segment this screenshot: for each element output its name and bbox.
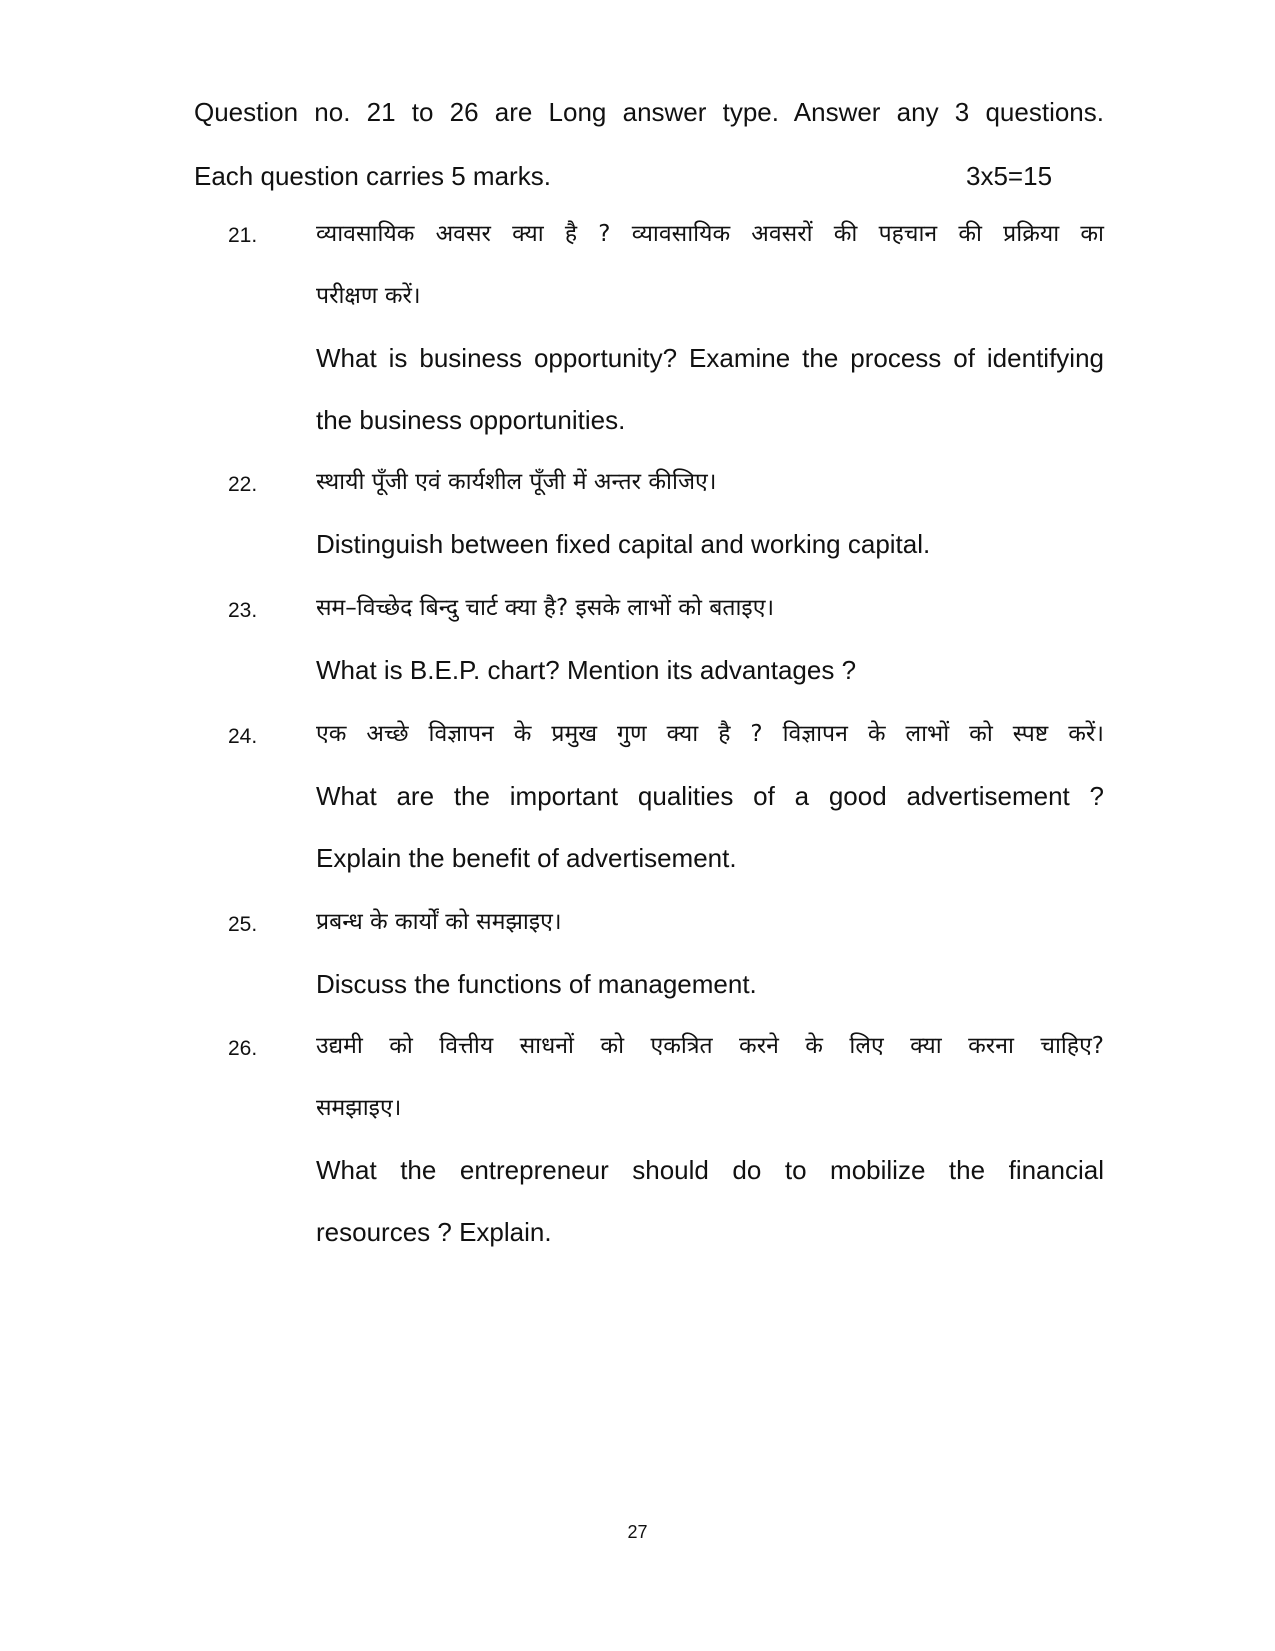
question-number: 23.: [228, 599, 258, 622]
question-hindi-text: एक अच्छे विज्ञापन के प्रमुख गुण क्या है ? विज्ञापन के लाभों को स्पष्ट करें।: [316, 721, 1104, 747]
question-hindi-text: परीक्षण करें।: [316, 283, 421, 309]
question-hindi-text: व्यावसायिक अवसर क्या है ? व्यावसायिक अवसरों की पहचान की प्रक्रिया का: [316, 221, 1104, 247]
instructions-line-1: Question no. 21 to 26 are Long answer type. Answer any 3 questions.: [194, 97, 1104, 127]
question-hindi-text: प्रबन्ध के कार्यों को समझाइए।: [316, 909, 562, 935]
question-english-text: What are the important qualities of a good advertisement ?: [316, 781, 1104, 811]
question-hindi-text: उद्यमी को वित्तीय साधनों को एकत्रित करने के लिए क्या करना चाहिए?: [316, 1033, 1104, 1059]
question-english-text: Discuss the functions of management.: [316, 969, 757, 999]
question-number: 25.: [228, 913, 258, 936]
question-number: 26.: [228, 1037, 258, 1060]
question-english-text: Distinguish between fixed capital and working capital.: [316, 529, 931, 559]
instructions-line-2: Each question carries 5 marks.: [194, 161, 551, 191]
page-number: 27: [627, 1522, 648, 1542]
question-number: 22.: [228, 473, 258, 496]
question-hindi-text: समझाइए।: [316, 1095, 402, 1121]
marks-allocation: 3x5=15: [966, 161, 1053, 191]
question-english-text: the business opportunities.: [316, 405, 626, 435]
question-english-text: What the entrepreneur should do to mobilize the financial: [316, 1155, 1104, 1185]
question-english-text: Explain the benefit of advertisement.: [316, 843, 737, 873]
question-english-text: What is business opportunity? Examine the process of identifying: [316, 343, 1104, 373]
question-number: 24.: [228, 725, 258, 748]
question-english-text: resources ? Explain.: [316, 1217, 552, 1247]
question-number: 21.: [228, 224, 258, 247]
question-english-text: What is B.E.P. chart? Mention its advantages ?: [316, 655, 857, 685]
question-hindi-text: स्थायी पूँजी एवं कार्यशील पूँजी में अन्तर कीजिए।: [316, 469, 717, 495]
question-hindi-text: सम–विच्छेद बिन्दु चार्ट क्या है? इसके लाभों को बताइए।: [316, 595, 775, 621]
